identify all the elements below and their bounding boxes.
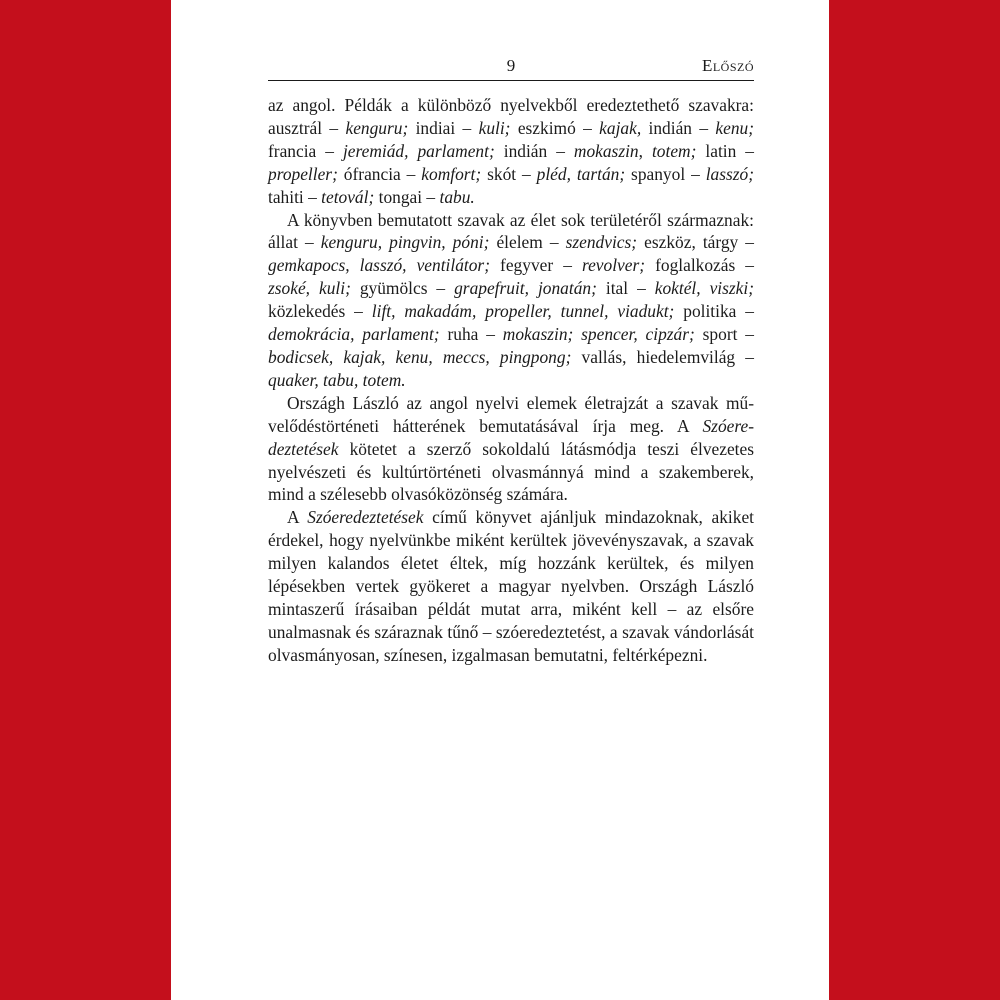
- text-run: foglalkozás –: [645, 255, 754, 276]
- text-run: francia –: [268, 140, 343, 161]
- running-head: Előszó: [701, 56, 754, 75]
- italic-term: mokaszin; spencer, cipzár;: [502, 324, 695, 345]
- paragraph: [268, 392, 754, 507]
- italic-term: jeremiád, parlament;: [342, 140, 495, 161]
- italic-term: bodicsek, kajak, kenu, meccs, pingpong;: [268, 346, 572, 367]
- body-text: [268, 94, 754, 667]
- text-run: kötetet a szerző sokoldalú látásmódja teszi élvezetes nyelvészeti és kultúrtörténeti olvasmánnyá mind a szakemberek, mind a szélesebb olvasóközönség számára.: [268, 438, 754, 505]
- italic-term: szendvics;: [565, 232, 638, 253]
- italic-term: kenguru, pingvin, póni;: [320, 232, 490, 253]
- text-run: indián –: [641, 117, 716, 138]
- paragraph: [268, 209, 754, 392]
- text-run: gyümölcs –: [350, 278, 455, 299]
- italic-term: quaker, tabu, totem.: [268, 369, 406, 390]
- italic-term: pléd, tartán;: [536, 163, 626, 184]
- italic-term: mokaszin: [573, 140, 639, 161]
- text-run: latin –: [696, 140, 754, 161]
- text-run: az angol. Példák a különböző nyelvekből eredeztethető szavakra: ausztrál –: [268, 95, 754, 138]
- italic-term: zsoké, kuli;: [268, 278, 351, 299]
- text-run: tahiti –: [268, 186, 322, 207]
- text-run: közlekedés –: [268, 301, 372, 322]
- italic-term: lasszó;: [705, 163, 755, 184]
- italic-term: kenguru;: [345, 117, 409, 138]
- text-run: tongai –: [374, 186, 440, 207]
- text-run: indiai –: [408, 117, 479, 138]
- text-run: ruha –: [439, 324, 503, 345]
- text-run: sport –: [694, 324, 754, 345]
- italic-term: tabu.: [439, 186, 475, 207]
- text-run: vallás, hiedelemvilág –: [571, 346, 754, 367]
- text-run: politika –: [674, 301, 754, 322]
- text-run: élelem –: [489, 232, 566, 253]
- paragraph: [268, 94, 754, 209]
- page-header: [268, 54, 754, 81]
- text-run: Országh László az angol nyelvi elemek életrajzát a szavak művelődéstörténeti hátterének bemutatásával írja meg. A: [268, 392, 754, 436]
- text-run: ,: [638, 140, 652, 161]
- page-number: 9: [506, 56, 516, 75]
- italic-term: propeller;: [268, 163, 338, 184]
- italic-term: tetovál;: [321, 186, 375, 207]
- italic-term: totem;: [651, 140, 697, 161]
- text-run: eszköz, tárgy –: [637, 232, 755, 253]
- text-run: című könyvet ajánljuk mindazoknak, akiket érdekel, hogy nyelvünkbe miként kerültek jövevényszavak, a szavak milyen kalandos életet éltek, míg hozzánk kerültek, és milyen lépésekben vertek gyökeret a magyar nyelvben. Országh László mintaszerű írásaiban példát mutat arra, miként kell – az elsőre unalmasnak és száraznak tűnő – szóeredeztetést, a szavak vándorlását olvasmányosan, színesen, izgalmasan bemutatni, feltérképezni.: [268, 507, 754, 665]
- text-run: spanyol –: [625, 163, 706, 184]
- italic-term: demokrácia, parlament;: [268, 324, 440, 345]
- italic-term: kajak,: [599, 117, 642, 138]
- text-run: skót –: [481, 163, 537, 184]
- text-run: A: [287, 507, 308, 528]
- book-page: [171, 0, 829, 1000]
- italic-term: lift, makadám, propeller, tunnel, viadukt;: [371, 301, 675, 322]
- italic-term: komfort;: [421, 163, 482, 184]
- italic-term: Szóeredeztetések: [307, 507, 424, 528]
- italic-term: Szóeredeztetések: [268, 415, 754, 459]
- text-run: indián –: [494, 140, 574, 161]
- italic-term: grapefruit, jonatán;: [454, 278, 597, 299]
- text-run: ófrancia –: [337, 163, 422, 184]
- italic-term: kenu;: [715, 117, 754, 138]
- italic-term: kuli;: [478, 117, 511, 138]
- text-run: A könyvben bemutatott szavak az élet sok területéről származnak: állat –: [268, 209, 754, 253]
- italic-term: gemkapocs, lasszó, ventilátor;: [268, 255, 490, 276]
- paragraph: [268, 506, 754, 666]
- text-run: fegyver –: [490, 255, 582, 276]
- text-run: ital –: [596, 278, 655, 299]
- text-run: eszkimó –: [510, 117, 600, 138]
- italic-term: koktél, viszki;: [654, 278, 754, 299]
- italic-term: revolver;: [581, 255, 646, 276]
